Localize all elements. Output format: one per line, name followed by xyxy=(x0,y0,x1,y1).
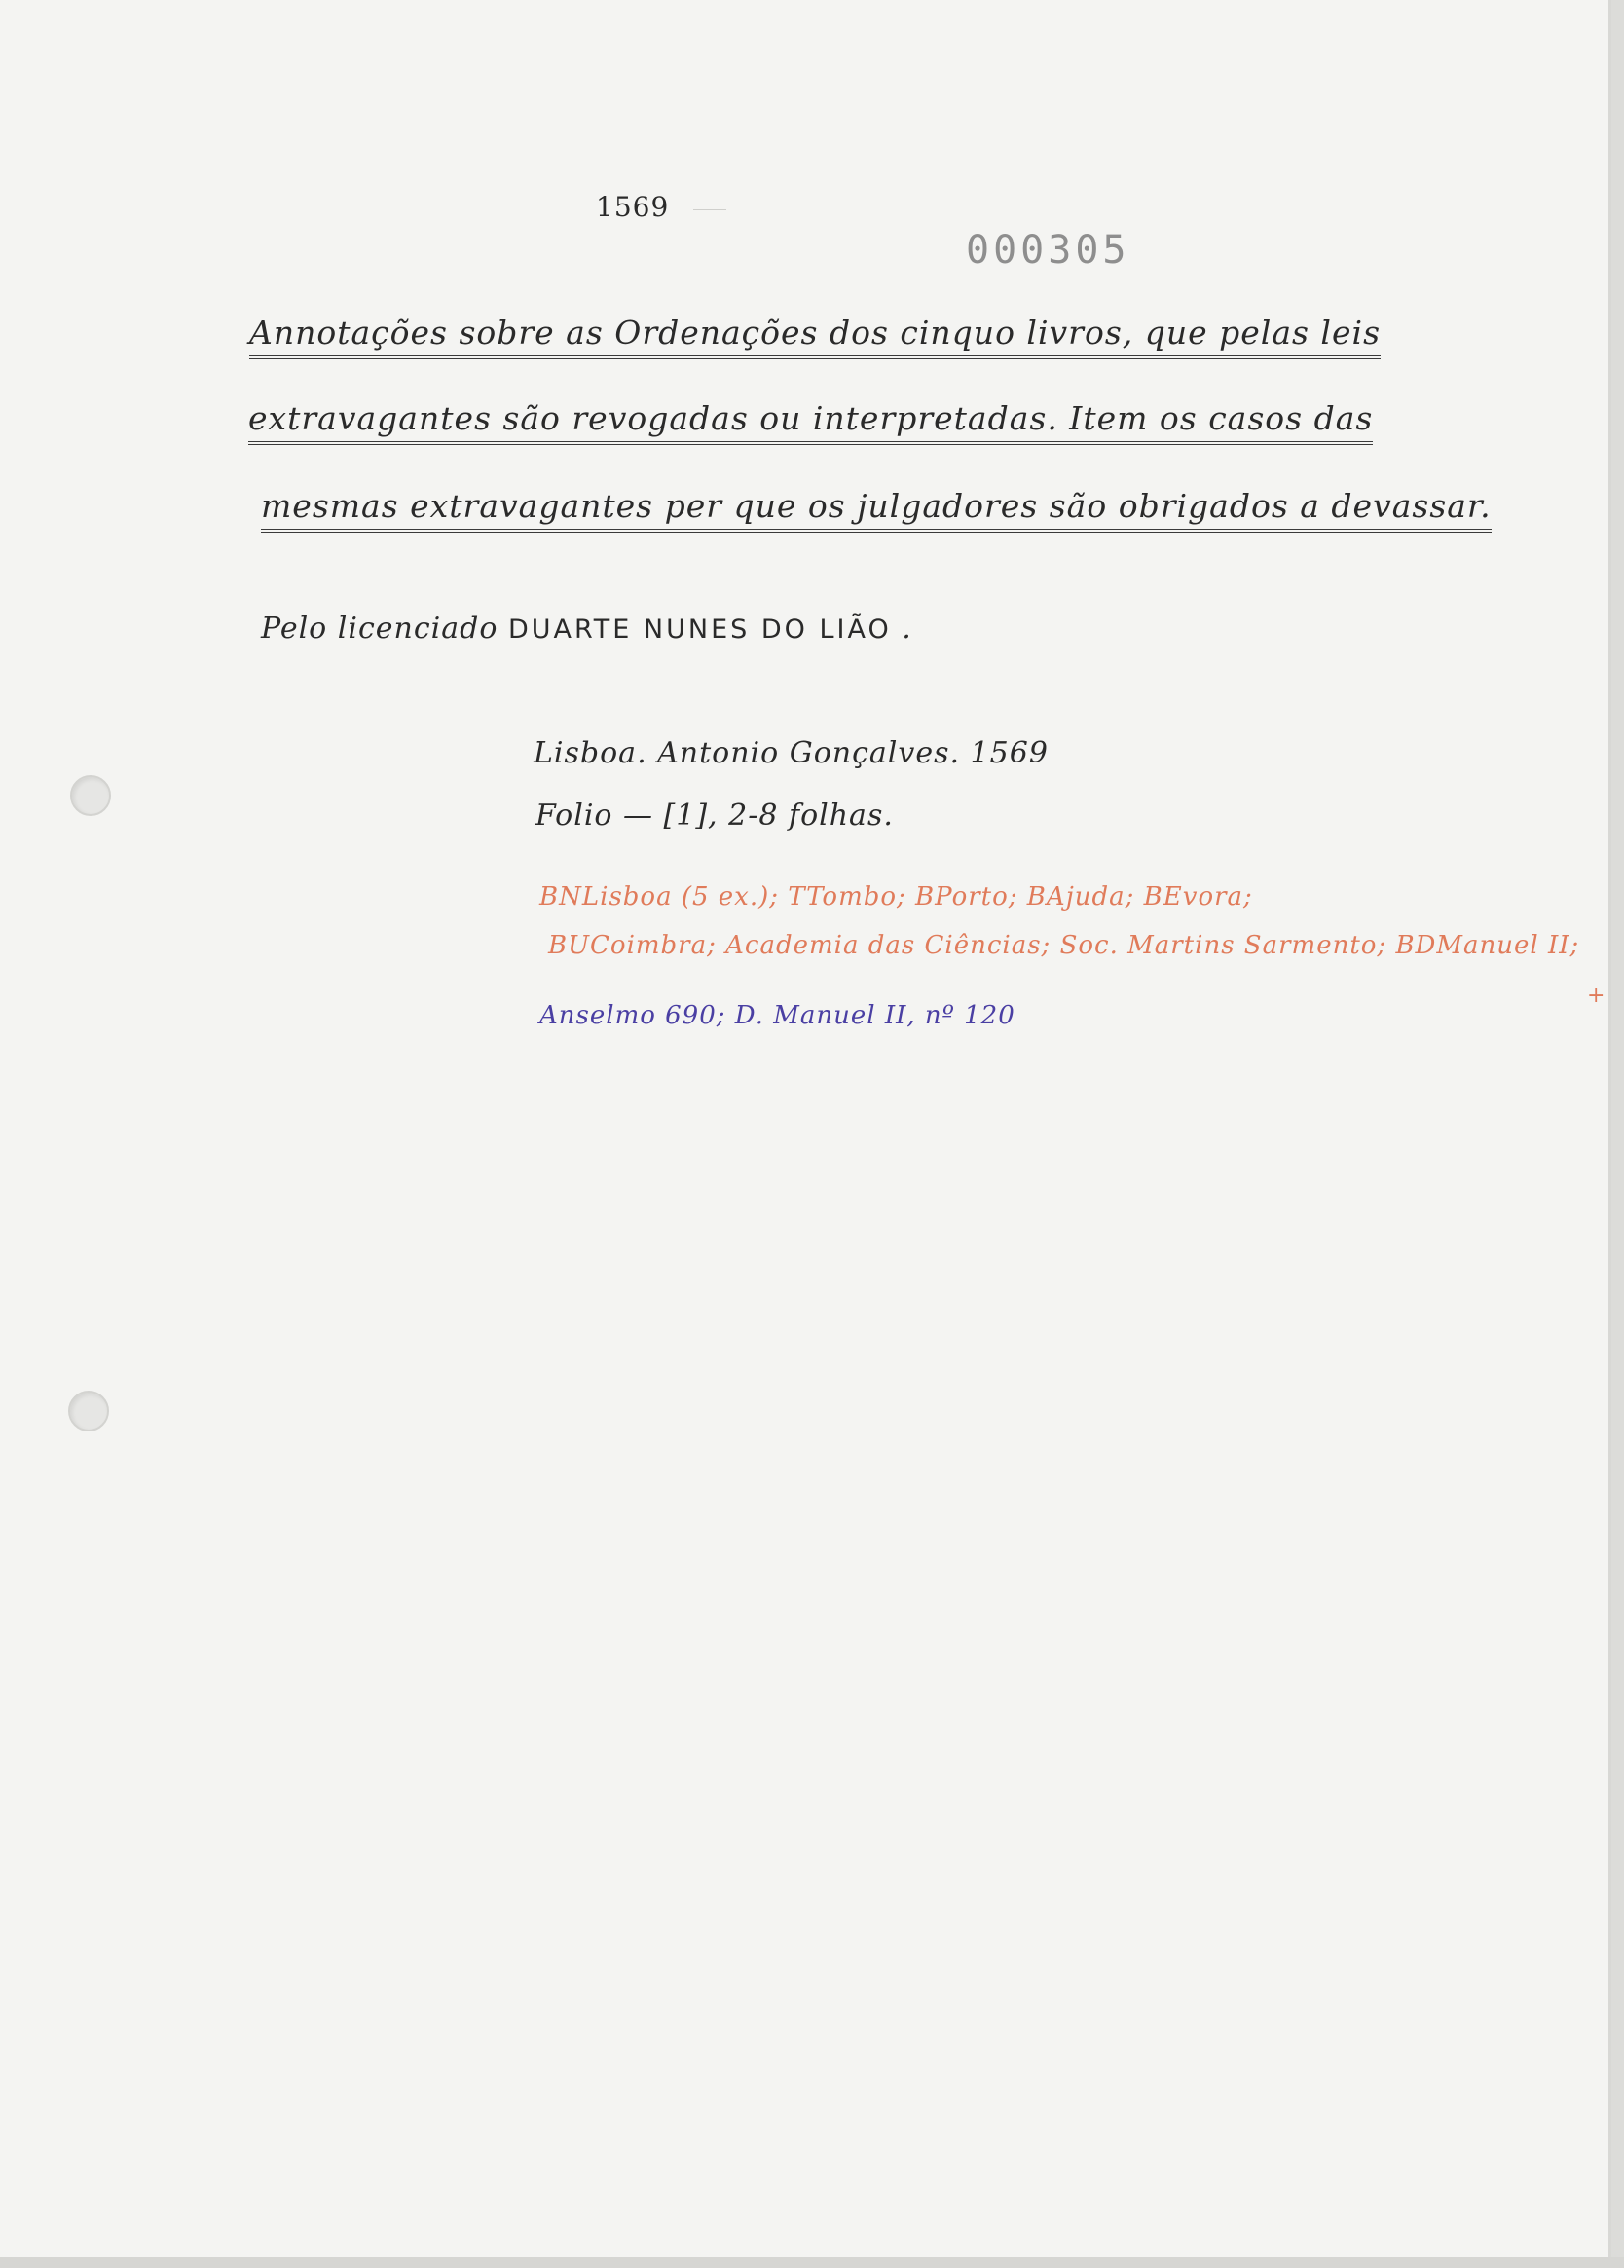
title-line-2: extravagantes são revogadas ou interpretadas. Item os casos das xyxy=(248,399,1373,445)
format: Folio — [1], 2-8 folhas. xyxy=(535,799,894,833)
pencil-dash xyxy=(693,209,726,210)
stamp-number: 000305 xyxy=(966,228,1130,273)
holdings-mark: + xyxy=(1587,984,1606,1008)
page-edge-right xyxy=(1611,0,1624,2268)
punch-hole-lower xyxy=(68,1391,109,1431)
top-year: 1569 xyxy=(596,191,670,223)
title-line-1: Annotações sobre as Ordenações dos cinquo livros, que pelas leis xyxy=(249,314,1381,359)
page-edge-bottom xyxy=(0,2257,1624,2268)
holdings-line-2: BUCoimbra; Academia das Ciências; Soc. Martins Sarmento; BDManuel II; xyxy=(548,931,1580,960)
author-suffix: . xyxy=(902,612,912,646)
punch-hole-upper xyxy=(70,775,111,816)
title-line-3: mesmas extravagantes per que os julgadores são obrigados a devassar. xyxy=(261,487,1492,533)
imprint: Lisboa. Antonio Gonçalves. 1569 xyxy=(534,736,1049,770)
references: Anselmo 690; D. Manuel II, nº 120 xyxy=(539,1001,1015,1030)
author-prefix: Pelo licenciado xyxy=(261,612,498,646)
author-name: DUARTE NUNES DO LIÃO xyxy=(507,614,892,645)
holdings-line-1: BNLisboa (5 ex.); TTombo; BPorto; BAjuda; BEvora; xyxy=(539,882,1253,911)
author-line xyxy=(261,612,912,646)
